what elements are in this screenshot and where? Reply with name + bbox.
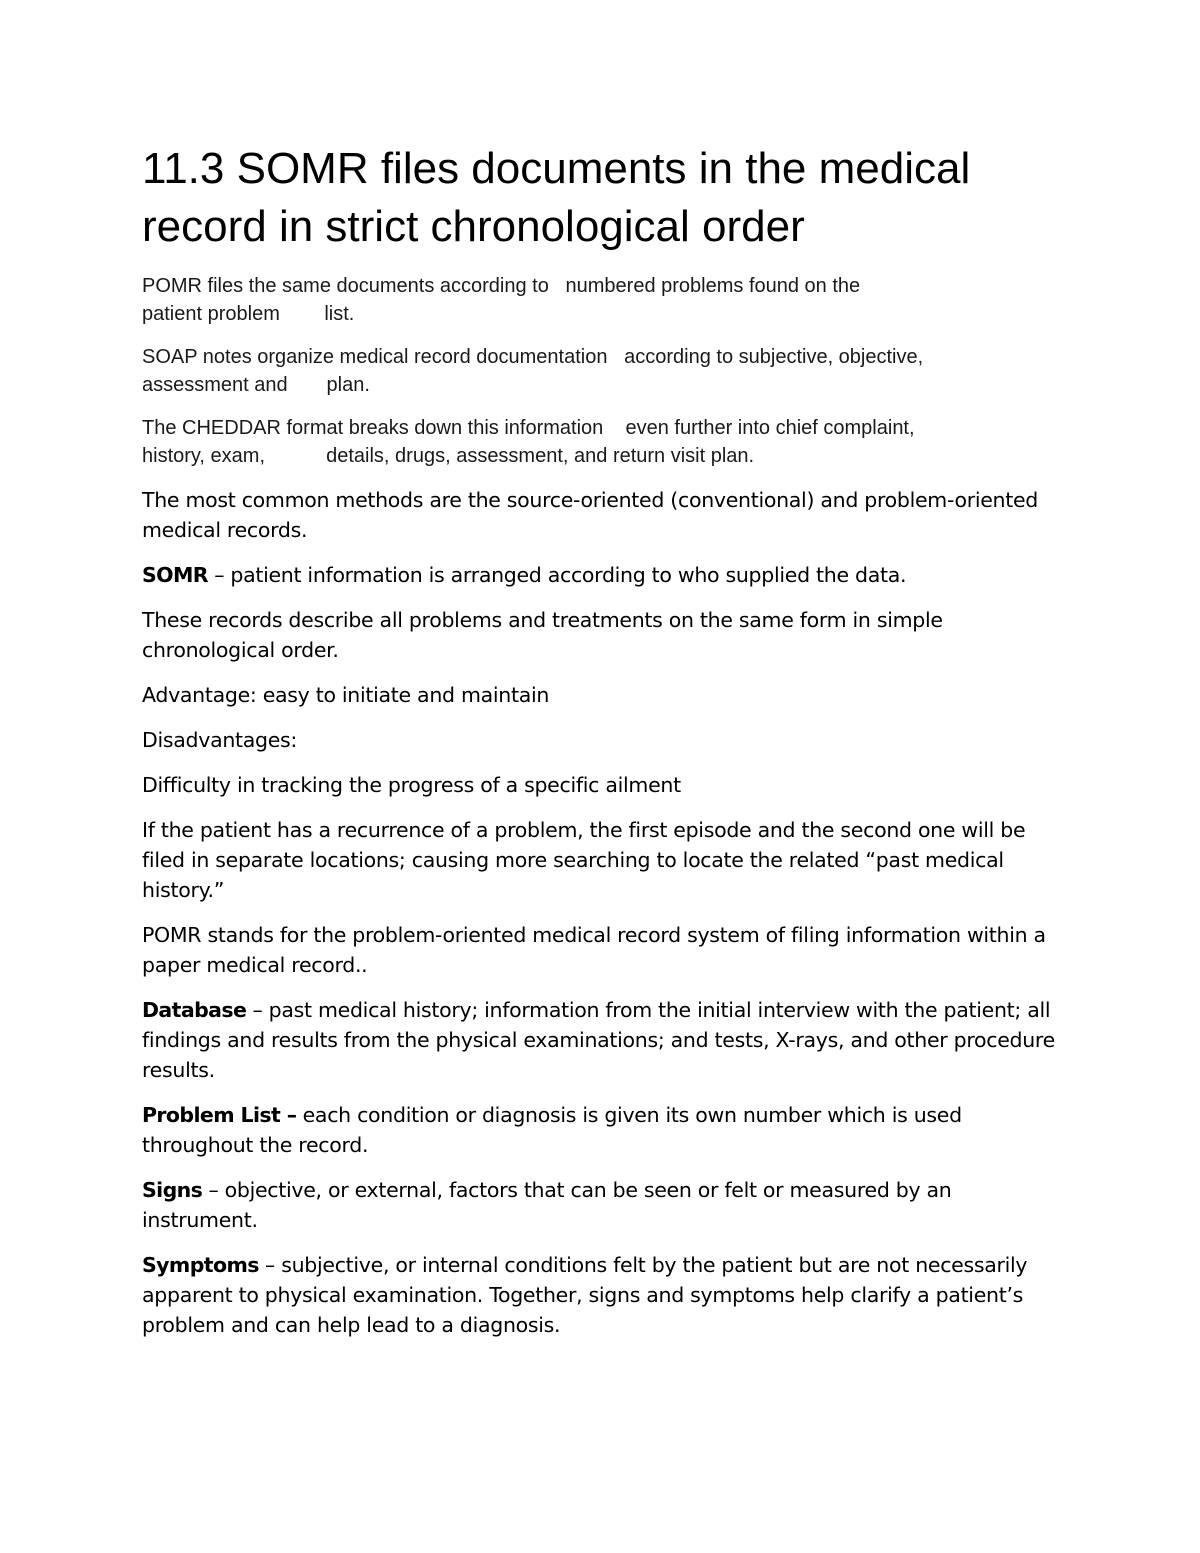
- signs-paragraph: [142, 1175, 1072, 1235]
- records-describe-paragraph: These records describe all problems and treatments on the same form in simple chronological order.: [142, 608, 943, 662]
- pomr-stands-paragraph: POMR stands for the problem-oriented medical record system of filing information within a paper medical record..: [142, 923, 1046, 977]
- somr-paragraph: [142, 560, 1072, 590]
- intro-cheddar-line2: history, exam, details, drugs, assessment, and return visit plan.: [142, 445, 755, 467]
- intro-pomr-line2: patient problem list.: [142, 303, 355, 325]
- disadvantages-heading: Disadvantages:: [142, 728, 298, 752]
- intro-cheddar-paragraph: [142, 414, 1072, 470]
- symptoms-term: Symptoms: [142, 1253, 259, 1277]
- document-title: 11.3 SOMR files documents in the medical record in strict chronological order: [142, 144, 971, 251]
- common-methods-paragraph: The most common methods are the source-oriented (conventional) and problem-oriented medical records.: [142, 488, 1038, 542]
- intro-pomr-paragraph: [142, 272, 1072, 328]
- intro-cheddar-line1: The CHEDDAR format breaks down this information even further into chief complaint,: [142, 417, 915, 439]
- signs-term: Signs: [142, 1178, 203, 1202]
- symptoms-definition: – subjective, or internal conditions felt by the patient but are not necessarily apparent to physical examination. Together, signs and symptoms help clarify a patient’s problem and can help lead to a diagnosis.: [142, 1253, 1028, 1337]
- intro-soap-paragraph: [142, 343, 1072, 399]
- problem-list-definition: each condition or diagnosis is given its own number which is used throughout the record.: [142, 1103, 962, 1157]
- database-term: Database: [142, 998, 247, 1022]
- document-page: [142, 140, 1072, 1355]
- problem-list-term: Problem List –: [142, 1103, 297, 1127]
- recurrence-paragraph: If the patient has a recurrence of a problem, the first episode and the second one will be filed in separate locations; causing more searching to locate the related “past medical history.”: [142, 818, 1026, 902]
- database-paragraph: [142, 995, 1072, 1085]
- database-definition: – past medical history; information from the initial interview with the patient; all findings and results from the physical examinations; and tests, X-rays, and other procedure results.: [142, 998, 1055, 1082]
- intro-pomr-line1: POMR files the same documents according to numbered problems found on the: [142, 275, 861, 297]
- somr-definition: – patient information is arranged according to who supplied the data.: [207, 563, 907, 587]
- symptoms-paragraph: [142, 1250, 1072, 1340]
- intro-soap-line1: SOAP notes organize medical record documentation according to subjective, objective,: [142, 346, 924, 368]
- problem-list-paragraph: [142, 1100, 1072, 1160]
- intro-soap-line2: assessment and plan.: [142, 374, 370, 396]
- difficulty-paragraph: Difficulty in tracking the progress of a specific ailment: [142, 773, 681, 797]
- advantage-paragraph: Advantage: easy to initiate and maintain: [142, 683, 550, 707]
- signs-definition: – objective, or external, factors that can be seen or felt or measured by an instrument.: [142, 1178, 952, 1232]
- somr-term: SOMR: [142, 563, 208, 587]
